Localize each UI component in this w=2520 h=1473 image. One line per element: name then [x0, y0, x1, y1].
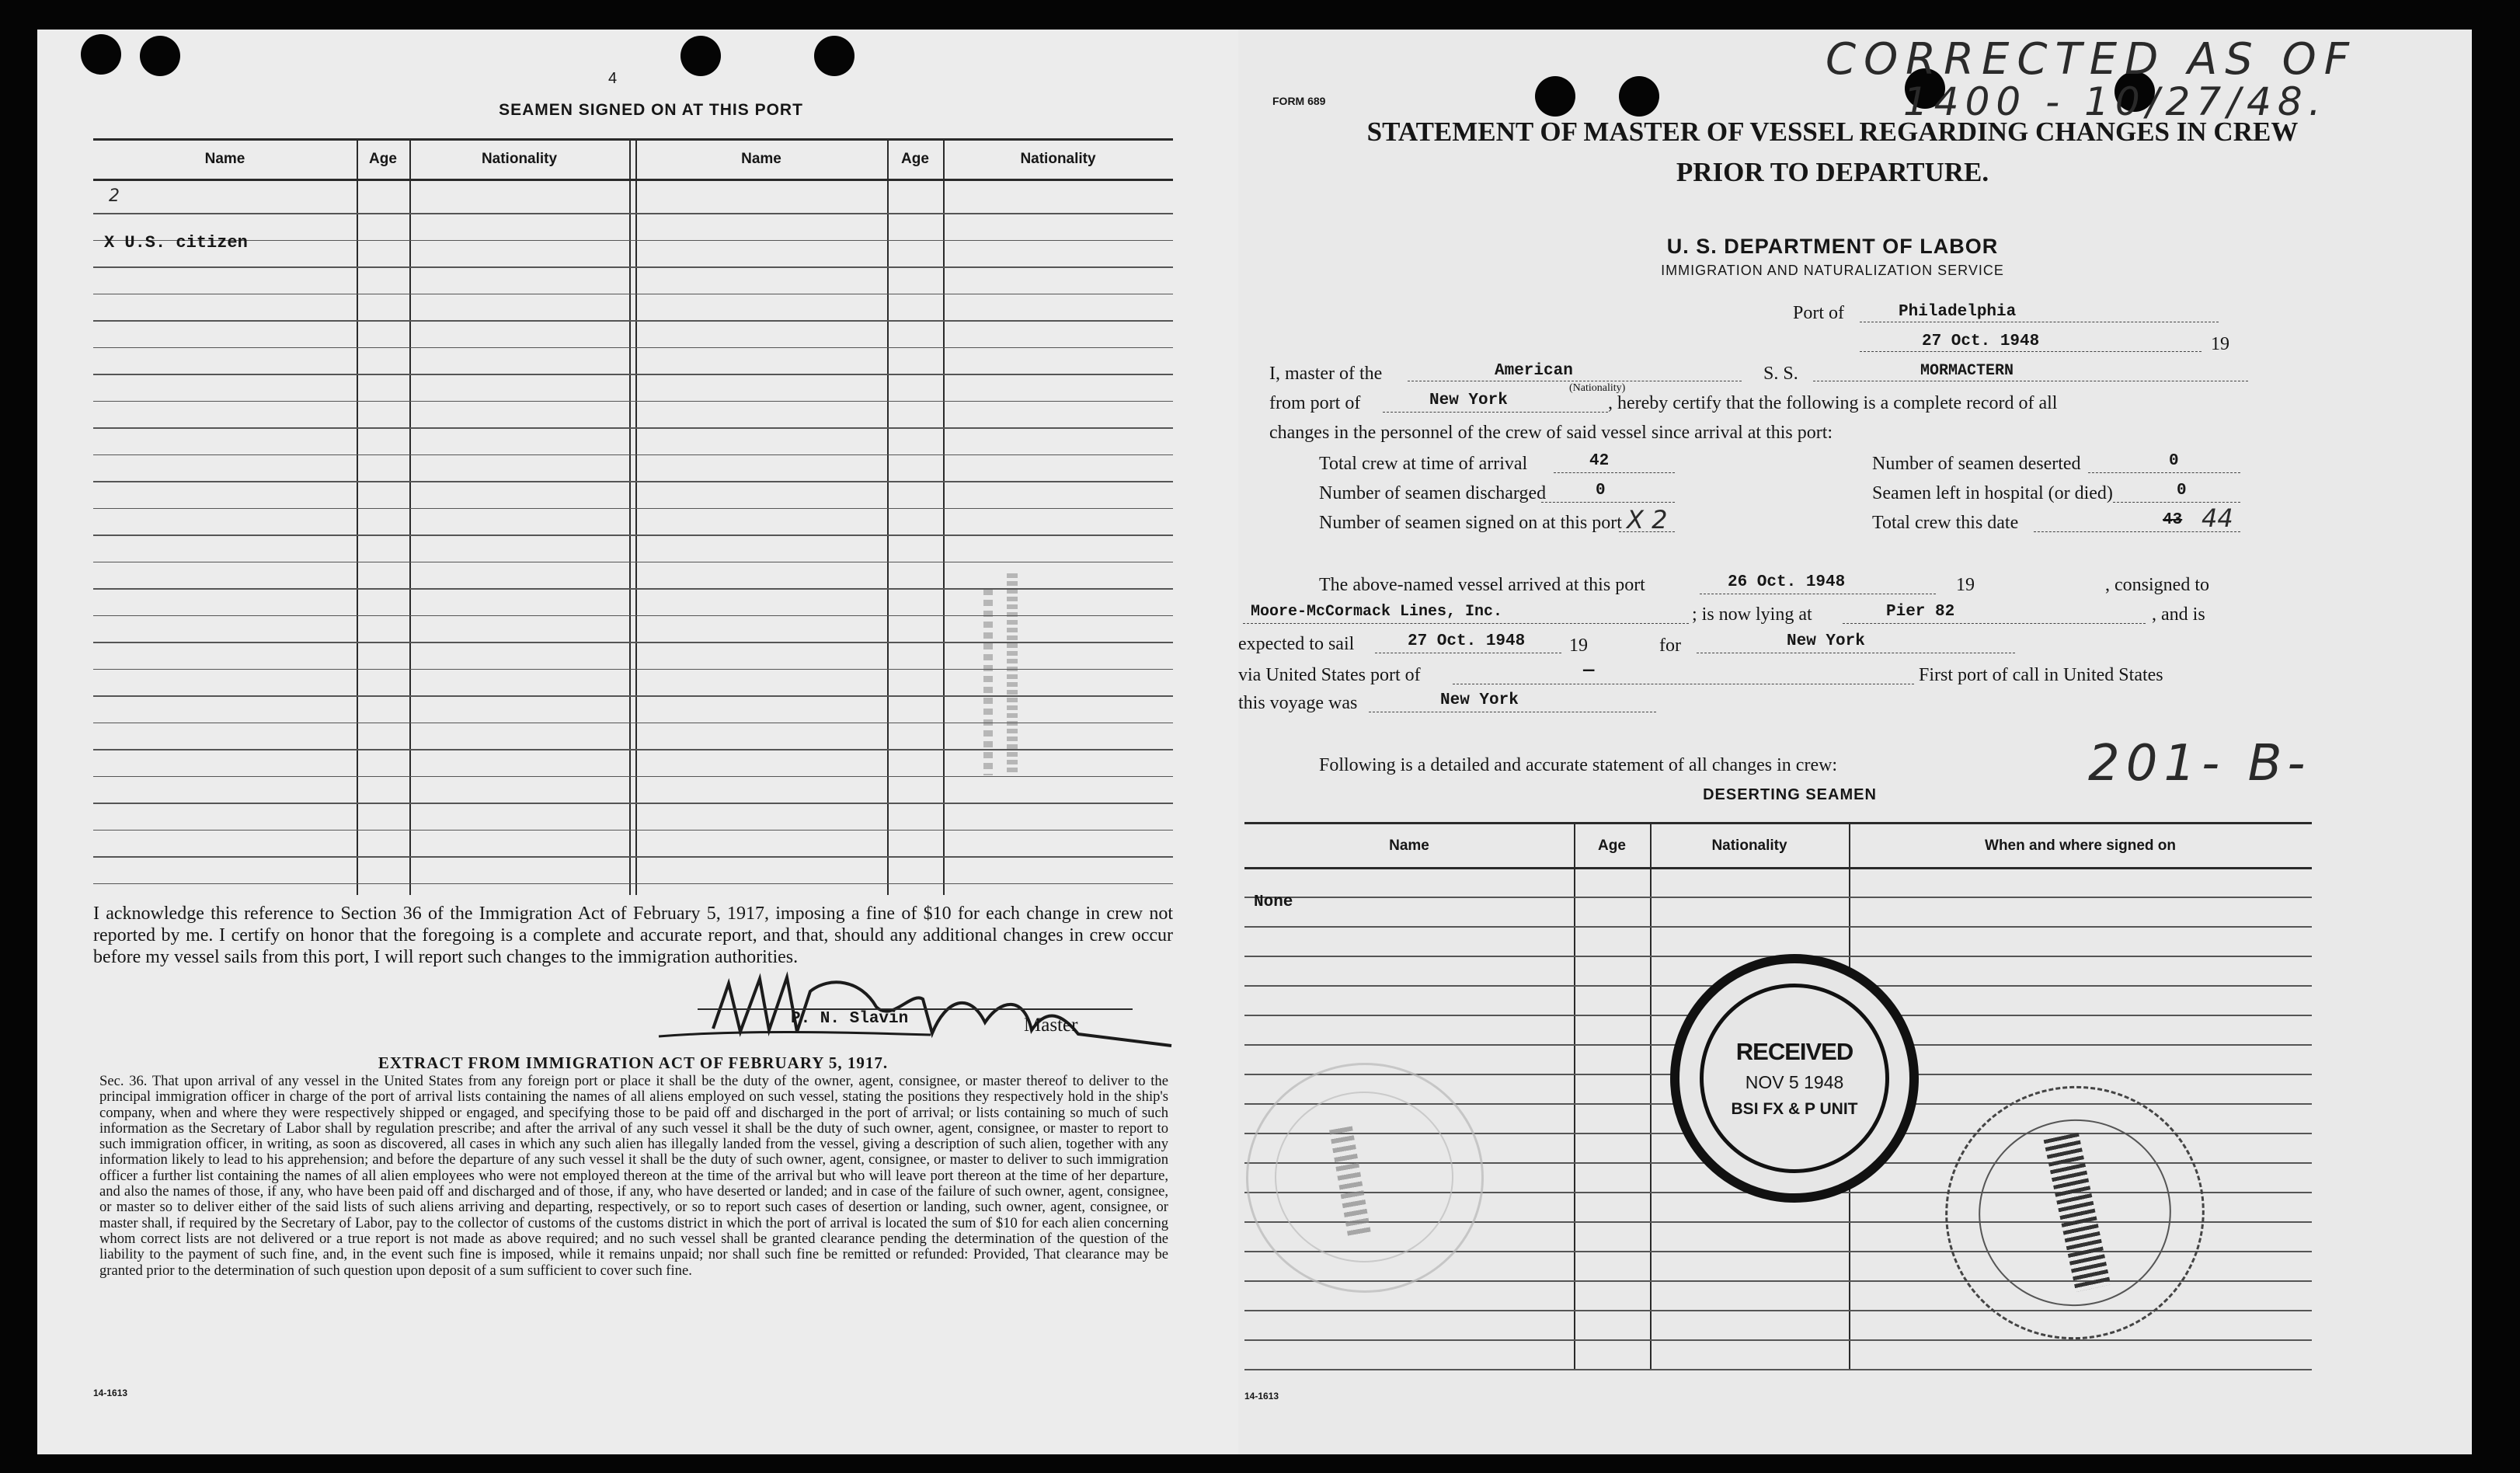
table-rule — [1244, 897, 2312, 898]
deserted-label: Number of seamen deserted — [1872, 454, 2081, 474]
deserting-col-nationality: Nationality — [1711, 837, 1787, 854]
handwritten-correction-time: 1400 - 10/27/48. — [1903, 79, 2327, 124]
form-code-right: 14-1613 — [1244, 1391, 1279, 1402]
deserting-col-name: Name — [1389, 837, 1429, 854]
table-rule — [93, 830, 1173, 831]
form-title-line2: PRIOR TO DEPARTURE. — [1676, 157, 1989, 187]
hospital-value: 0 — [2177, 482, 2187, 500]
table-rule — [93, 374, 1173, 375]
destination-value: New York — [1787, 632, 1865, 650]
master-label: I, master of the — [1269, 364, 1383, 384]
signature-role: Master — [1024, 1015, 1078, 1036]
nationality-caption: (Nationality) — [1569, 382, 1626, 394]
pier-value: Pier 82 — [1886, 603, 1955, 621]
table-rule — [93, 856, 1173, 858]
total-today-label: Total crew this date — [1872, 513, 2019, 533]
date-value: 27 Oct. 1948 — [1922, 333, 2040, 350]
department-name: U. S. DEPARTMENT OF LABOR — [1666, 235, 1999, 258]
table-rule — [1244, 1369, 2312, 1370]
table-rule — [93, 883, 1173, 885]
stamp-title: RECEIVED — [1735, 1038, 1853, 1065]
and-is-label: , and is — [2152, 604, 2205, 625]
acknowledgment-text: I acknowledge this reference to Section 36 of the Immigration Act of February 5, 1917, imposing a fine of $10 for each change in crew not reported by me. I certify on honor that the foregoing is a complete and accurate report, and that, should any additional changes in crew occur before my vessel sails from this port, I will report such changes to the immigration authorities. — [93, 904, 1173, 967]
certify-text: , hereby certify that the following is a complete record of all — [1608, 393, 2058, 413]
table-rule — [93, 213, 1173, 214]
table-rule — [1244, 926, 2312, 928]
signed-on-value: X 2 — [1627, 505, 1668, 535]
table-rule — [93, 294, 1173, 295]
table-rule — [93, 535, 1173, 536]
section-title: SEAMEN SIGNED ON AT THIS PORT — [499, 101, 803, 119]
date-year-prefix: 19 — [2211, 334, 2229, 354]
ship-name: MORMACTERN — [1920, 362, 2014, 380]
sail-year-prefix: 19 — [1569, 636, 1588, 656]
nationality-value: American — [1495, 362, 1573, 380]
changes-text: changes in the personnel of the crew of said vessel since arrival at this port: — [1269, 423, 1833, 443]
col-nationality-2: Nationality — [1020, 151, 1096, 167]
table-rule — [93, 427, 1173, 429]
port-label: Port of — [1793, 303, 1844, 323]
punch-hole — [680, 36, 721, 76]
extract-text: Sec. 36. That upon arrival of any vessel in the United States from any foreign port or place it shall be the duty of the owner, agent, consignee, or master thereof to deliver to the principal immigration officer in charge of the port of arrival lists containing the names of all aliens employed on such vessel, stating the positions they respectively hold in the ship's company, when and where they were respectively shipped or engaged, and specifying those to be paid off and discharged in the port of arrival; or lists containing so much of such information as the Secretary of Labor shall by regulation prescribe; and after the arrival of any such vessel it shall be the duty of such owner, agent, consignee, or master to report to such immigration officer, in writing, as soon as discovered, all cases in which any such alien has illegally landed from the vessel, giving a description of such alien, together with any information likely to lead to his apprehension; and before the departure of any such vessel it shall be the duty of such owner, agent, consignee, or master to deliver to such immigration officer a further list containing the names of all alien employees who were not employed thereon at the time of the arrival but who will leave port thereon at the time of her departure, and also the names of those, if any, who have been paid off and discharged and of those, if any, who have deserted or landed; and in case of the failure of such owner, agent, consignee, or master so to deliver either of the said lists of such aliens arriving and departing, respectively, or so to report such cases of desertion or landing, such owner, agent, consignee, or master shall, if required by the Secretary of Labor, pay to the collector of customs of the customs district in which the port of arrival is located the sum of $10 for each alien concerning whom correct lists are not delivered or a true report is not made as above required; and no such vessel shall be granted clearance pending the determination of the question of the liability to the payment of such fine, and, in the event such fine is imposed, while it remains unpaid; nor shall such fine be remitted or refunded: Provided, That clearance may be granted prior to the determination of such question upon deposit of a sum sufficient to cover such fine. — [99, 1073, 1168, 1279]
right-page — [1238, 30, 2472, 1454]
table-rule — [93, 240, 1173, 242]
left-page — [37, 30, 1238, 1454]
punch-hole — [81, 34, 121, 75]
crew-entry: X U.S. citizen — [104, 233, 248, 252]
col-nationality: Nationality — [481, 151, 558, 167]
from-port-value: New York — [1429, 392, 1508, 409]
voyage-value: New York — [1440, 691, 1519, 709]
table-rule — [93, 266, 1173, 268]
stamp-unit: BSI FX & P UNIT — [1731, 1100, 1858, 1118]
total-today-value: 44 — [2202, 503, 2233, 533]
page-number: 4 — [608, 70, 618, 87]
discharged-label: Number of seamen discharged — [1319, 483, 1547, 503]
extract-title: EXTRACT FROM IMMIGRATION ACT OF FEBRUARY 5, 1917. — [378, 1053, 889, 1072]
service-name: IMMIGRATION AND NATURALIZATION SERVICE — [1661, 263, 2004, 278]
signature-typed-name: P. N. Slavin — [791, 1010, 909, 1028]
consignee-value: Moore-McCormack Lines, Inc. — [1251, 603, 1503, 621]
for-label: for — [1659, 636, 1681, 656]
total-crew-arrival-value: 42 — [1589, 452, 1610, 470]
from-port-label: from port of — [1269, 393, 1361, 413]
total-crew-arrival-label: Total crew at time of arrival — [1319, 454, 1528, 474]
table-rule — [93, 454, 1173, 456]
hospital-label: Seamen left in hospital (or died) — [1872, 483, 2113, 503]
form-number: FORM 689 — [1272, 95, 1326, 107]
deserting-entry: None — [1254, 893, 1293, 911]
discharged-value: 0 — [1596, 482, 1606, 500]
voyage-label: this voyage was — [1238, 693, 1358, 713]
deserting-col-signed-on: When and where signed on — [1985, 837, 2176, 854]
table-rule — [93, 347, 1173, 349]
table-rule — [93, 508, 1173, 510]
first-port-label: First port of call in United States — [1919, 665, 2163, 685]
entry-count-note: 2 — [109, 186, 120, 206]
deserting-title: DESERTING SEAMEN — [1703, 786, 1877, 803]
total-today-struck: 43 — [2163, 511, 2183, 529]
table-rule — [93, 320, 1173, 322]
form-title: STATEMENT OF MASTER OF VESSEL REGARDING CHANGES IN CREW — [1366, 117, 2299, 147]
punch-hole — [140, 36, 180, 76]
col-name: Name — [204, 151, 245, 167]
received-stamp — [1670, 954, 1919, 1203]
faded-stamp-mark — [960, 573, 1038, 806]
arrived-label: The above-named vessel arrived at this port — [1319, 575, 1645, 595]
table-rule — [93, 481, 1173, 482]
via-value: — — [1583, 660, 1595, 681]
form-code: 14-1613 — [93, 1388, 128, 1398]
consigned-label: , consigned to — [2105, 575, 2209, 595]
punch-hole — [1535, 76, 1575, 117]
crew-table — [93, 138, 1173, 895]
punch-hole — [814, 36, 855, 76]
following-text: Following is a detailed and accurate statement of all changes in crew: — [1319, 755, 1838, 775]
handwritten-correction: CORRECTED AS OF — [1826, 34, 2357, 85]
stamp-date: NOV 5 1948 — [1745, 1072, 1844, 1092]
master-signature — [643, 960, 1187, 1053]
table-rule — [93, 401, 1173, 402]
col-name-2: Name — [741, 151, 781, 167]
signed-on-label: Number of seamen signed on at this port — [1319, 513, 1622, 533]
port-value: Philadelphia — [1899, 303, 2017, 321]
sail-date-value: 27 Oct. 1948 — [1408, 632, 1526, 650]
lying-label: ; is now lying at — [1692, 604, 1812, 625]
arrived-year-prefix: 19 — [1956, 575, 1975, 595]
ss-label: S. S. — [1763, 364, 1798, 384]
arrived-value: 26 Oct. 1948 — [1728, 573, 1846, 591]
deserting-col-age: Age — [1598, 837, 1626, 854]
table-rule — [93, 562, 1173, 563]
deserted-value: 0 — [2169, 452, 2179, 470]
punch-hole — [1619, 76, 1659, 117]
table-rule — [1244, 1339, 2312, 1341]
faint-stamp — [1246, 1063, 1484, 1293]
via-label: via United States port of — [1238, 665, 1421, 685]
handwritten-code: 201- B- — [2088, 735, 2312, 792]
col-age: Age — [369, 151, 397, 167]
col-age-2: Age — [901, 151, 929, 167]
expected-label: expected to sail — [1238, 634, 1355, 654]
